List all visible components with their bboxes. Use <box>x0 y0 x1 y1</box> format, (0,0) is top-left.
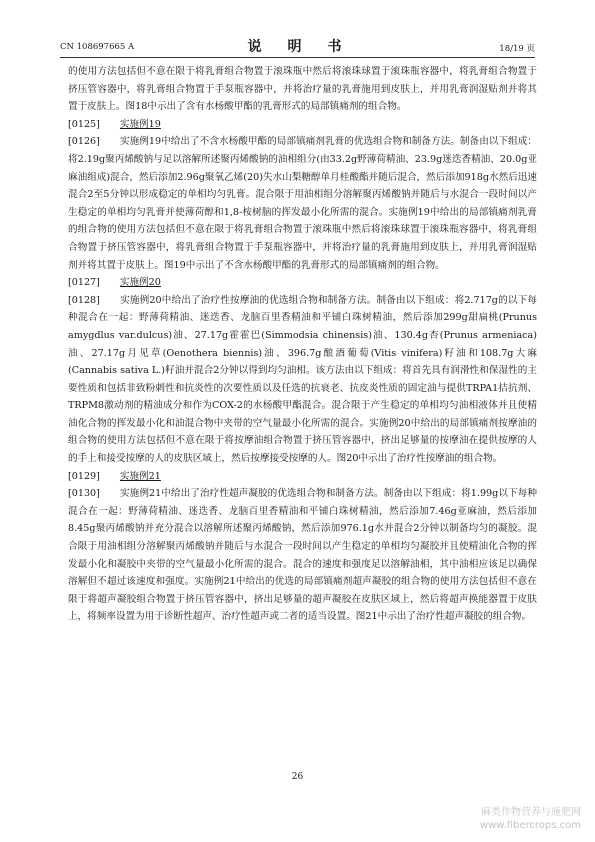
paragraph-0127 <box>68 274 537 292</box>
paragraph-number: [0126] <box>68 136 100 148</box>
page-header <box>60 36 535 56</box>
section-heading: 实施例21 <box>119 470 161 482</box>
paragraph-text: 实施例20中给出了治疗性按摩油的优选组合物和制备方法。制备由以下组成：将2.717g的以下每种混合在一起：野薄荷精油、迷迭香、龙脑百里香精油和平铺白珠树精油，然后添加299g甜扁桃(Prunus amygdlus var.dulcus)油、27.17g霍霍巴(Simmodsia chinensis)油、130.4g杏(Prunus armeniaca)油、27.17g月见草(Oenothera biennis)油、396.7g酿酒葡萄(Vitis vinifera)籽油和108.7g大麻(Cannabis sativa L.)籽油并混合2分钟以得到均匀油相。该方法由以下组成：将首先具有润滑性和保湿性的主要性质和包括非致粉刺性和抗炎性的次要性质以及任选的抗衰老、抗皮炎性质的固定油与提供TRPA1拮抗剂、TRPM8激动剂的精油成分和作为COX-2的水杨酸甲酯混合。混合限于产生稳定的单相均匀油相液体并且使精油化合物的挥发最小化和油混合物中夹带的空气量最小化所需的混合。实施例20中给出的局部镇痛剂按摩油的组合物的使用方法包括但不意在限于将按摩油组合物置于挤压管容器中，挤出足够量的按摩油在提供按摩的人的手上和接受按摩的人的皮肤区域上，然后按摩接受按摩的人。图20中示出了治疗性按摩油的组合物。 <box>68 294 537 465</box>
paragraph-continuation: 的使用方法包括但不意在限于将乳膏组合物置于滚珠瓶中然后将滚珠球置于滚珠瓶容器中，将乳膏组合物置于挤压管容器中，将乳膏组合物置于手泵瓶容器中，并将治疗量的乳膏施用到皮肤上，并用乳膏润湿贴剂并将其置于皮肤上。图18中示出了含有水杨酸甲酯的乳膏形式的局部镇痛剂的组合物。 <box>68 66 537 113</box>
section-heading: 实施例19 <box>119 118 161 130</box>
page-indicator: 18/19 页 <box>499 44 535 54</box>
paragraph-0125 <box>68 116 537 134</box>
paragraph-number: [0125] <box>68 118 100 130</box>
paragraph-number: [0129] <box>68 470 100 482</box>
paragraph-number: [0130] <box>68 488 100 500</box>
watermark-url: www.fibercrops.com <box>479 820 581 831</box>
paragraph-number: [0128] <box>68 294 100 306</box>
header-divider <box>60 57 535 58</box>
paragraph-0126 <box>68 133 537 274</box>
page-number: 26 <box>291 772 304 782</box>
paragraph-text: 实施例19中给出了不含水杨酸甲酯的局部镇痛剂乳膏的优选组合物和制备方法。制备由以下组成：将2.19g聚丙烯酸钠与足以溶解所述聚丙烯酸钠的油相组分(由33.2g野薄荷精油、23.9g迷迭香精油、20.0g亚麻油组成)混合，然后添加2.96g聚氧乙烯(20)失水山梨糖醇单月桂酸酯并随后混合，然后添加918g水然后迅速混合2至5分钟以形成稳定的单相均匀乳膏。混合限于用油相组分溶解聚丙烯酸钠并随后与水混合一段时间以产生稳定的单相均匀乳膏并使薄荷醇和1,8-桉树脑的挥发最小化所需的混合。实施例19中给出的局部镇痛剂乳膏的组合物的使用方法包括但不意在限于将乳膏组合物置于滚珠瓶中然后将滚珠球置于滚珠瓶容器中，将乳膏组合物置于挤压管容器中，将乳膏组合物置于手泵瓶容器中，并将治疗量的乳膏施用到皮肤上，并用乳膏润湿贴剂并将其置于皮肤上。图19中示出了不含水杨酸甲酯的乳膏形式的局部镇痛剂的组合物。 <box>68 136 537 271</box>
paragraph-0128 <box>68 292 537 468</box>
document-body <box>68 63 537 626</box>
site-watermark <box>480 806 581 832</box>
watermark-title: 麻类作物营养与施肥网 <box>481 807 581 818</box>
paragraph-0130 <box>68 485 537 626</box>
document-title: 说 明 书 <box>247 39 348 55</box>
section-heading: 实施例20 <box>119 277 161 289</box>
patent-number: CN 108697665 A <box>60 42 135 52</box>
paragraph-0129 <box>68 468 537 486</box>
paragraph-number: [0127] <box>68 277 100 289</box>
paragraph-text: 实施例21中给出了治疗性超声凝胶的优选组合物和制备方法。制备由以下组成：将1.99g以下每种混合在一起：野薄荷精油、迷迭香、龙脑百里香精油和平铺白珠树精油，然后添加7.46g亚麻油，然后添加8.45g聚丙烯酸钠并充分混合以溶解所述聚丙烯酸钠，然后添加976.1g水并混合2分钟以制备均匀的凝胶。混合限于用油相组分溶解聚丙烯酸钠并随后与水混合一段时间以产生稳定的单相均匀凝胶并且使精油化合物的挥发最小化和凝胶中夹带的空气量最小化所需的混合。混合的速度和强度足以溶解油相，其中油相应该足以确保溶解但不超过该速度和强度。实施例21中给出的优选的局部镇痛剂超声凝胶的组合物的使用方法包括但不意在限于将超声凝胶组合物置于挤压管容器中，挤出足够量的超声凝胶在皮肤区域上，然后将超声换能器置于皮肤上，将频率设置为用于诊断性超声、治疗性超声或二者的适当设置。图21中示出了治疗性超声凝胶的组合物。 <box>68 488 537 623</box>
